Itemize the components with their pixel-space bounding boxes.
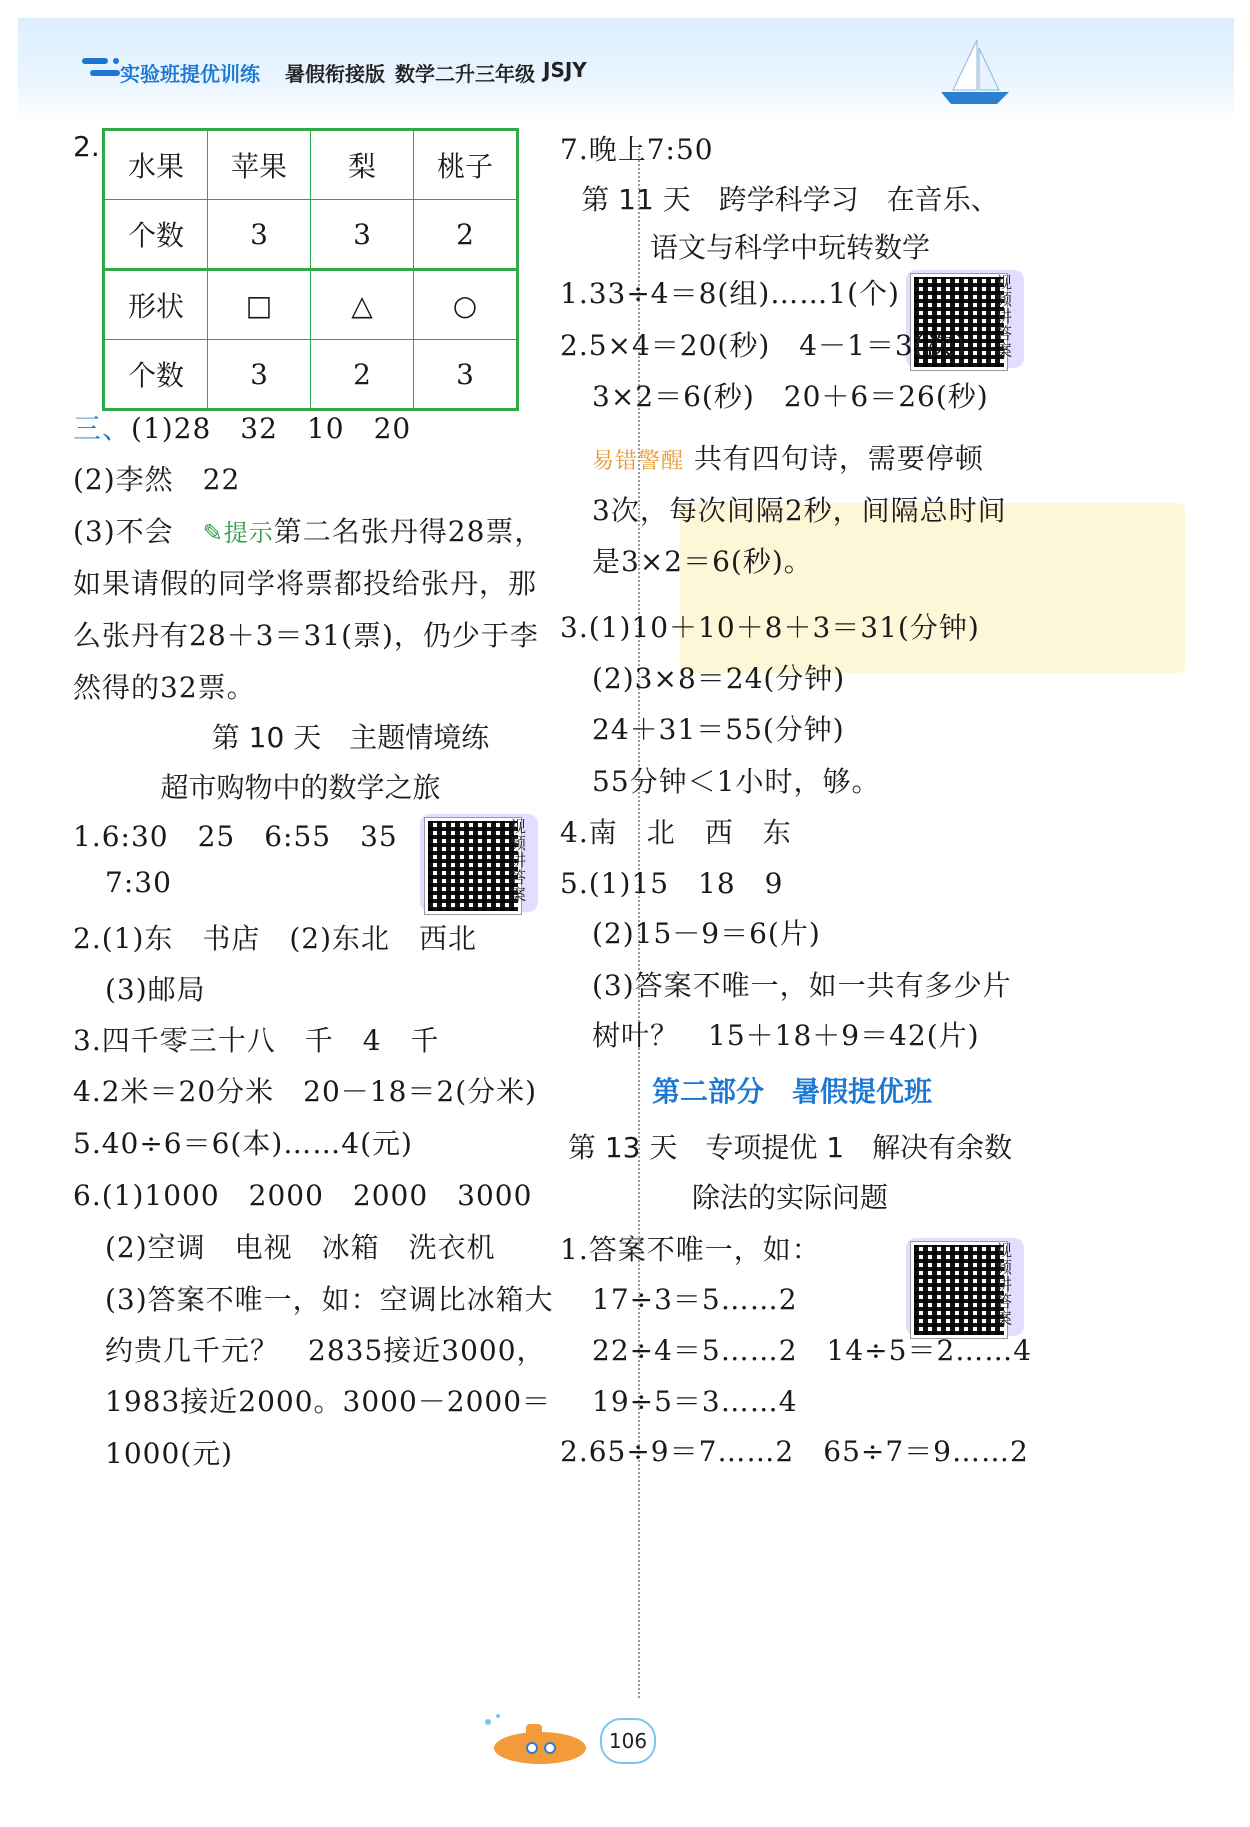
- table-cell: 水果: [104, 130, 208, 200]
- sailboat-icon: [935, 38, 1015, 108]
- s1-line1: 1.答案不唯一，如：: [560, 1233, 821, 1266]
- q1-line2: 7:30: [105, 866, 172, 899]
- subject-label: 数学二升三年级: [395, 62, 535, 86]
- s1-line3: 22÷4＝5……2 14÷5＝2……4: [592, 1334, 1033, 1367]
- r3-line1: 3.(1)10＋10＋8＋3＝31(分钟): [560, 611, 980, 644]
- table-cell: 梨: [311, 130, 414, 200]
- warning-line1: [592, 437, 984, 477]
- q1-line1: 1.6:30 25 6:55 35: [73, 820, 398, 853]
- r3-line4: 55分钟＜1小时，够。: [592, 765, 881, 798]
- q6-line1: 6.(1)1000 2000 2000 3000: [73, 1179, 533, 1212]
- table-cell: 形状: [104, 270, 208, 340]
- qr-code[interactable]: [425, 818, 521, 914]
- table-row: [104, 270, 518, 340]
- q3-line: 3.四千零三十八 千 4 千: [73, 1024, 440, 1057]
- q6-line5: 1983接近2000。3000－2000＝: [105, 1385, 552, 1418]
- hint-label: 提示: [223, 519, 274, 547]
- r2-line2: 3×2＝6(秒) 20＋6＝26(秒): [592, 380, 989, 413]
- table-cell: □: [208, 270, 311, 340]
- day13-subtitle: 除法的实际问题: [691, 1181, 888, 1214]
- table-cell: 个数: [104, 340, 208, 410]
- section3-line4: 如果请假的同学将票都投给张丹，那: [73, 567, 538, 600]
- warning-label: 易错警醒: [592, 449, 685, 474]
- page-number: 106: [600, 1718, 656, 1764]
- section3-line2: (2)李然 22: [73, 463, 241, 496]
- q2-line2: (3)邮局: [105, 973, 206, 1006]
- qr-caption: 视频讲答案: [510, 817, 527, 904]
- q4-line: 4.2米＝20分米 20－18＝2(分米): [73, 1075, 538, 1108]
- q5-line: 5.40÷6＝6(本)……4(元): [73, 1127, 413, 1160]
- q2-label: 2.: [73, 130, 100, 163]
- section3-marker: 三、: [73, 412, 132, 445]
- section3-line3: [73, 510, 543, 550]
- day13-title: 第 13 天 专项提优 1 解决有余数: [567, 1131, 1013, 1164]
- q7-line: 7.晚上7:50: [560, 133, 714, 166]
- section3-line1: [73, 407, 411, 447]
- table-cell: 个数: [104, 200, 208, 270]
- table-cell: 3: [208, 340, 311, 410]
- day10-subtitle: 超市购物中的数学之旅: [160, 771, 441, 804]
- series-title: 实验班提优训练: [120, 62, 260, 86]
- day11-title: 第 11 天 跨学科学习 在音乐、: [581, 183, 999, 216]
- shape-table: [102, 268, 519, 411]
- table-row: [104, 130, 518, 200]
- section3-line6: 然得的32票。: [73, 671, 256, 704]
- r5-line1: 5.(1)15 18 9: [560, 867, 784, 900]
- q6-line3: (3)答案不唯一，如：空调比冰箱大: [105, 1283, 554, 1316]
- answer-text: 第二名张丹得28票，: [273, 515, 544, 548]
- r1-line: 1.33÷4＝8(组)……1(个): [560, 277, 900, 310]
- section3-line5: 么张丹有28＋3＝31(票)，仍少于李: [73, 619, 539, 652]
- answer-text: (3)不会: [73, 515, 203, 548]
- code-label: JSJY: [543, 58, 587, 82]
- qr-caption: 视频讲答案: [996, 273, 1013, 360]
- hint-icon: ✎: [202, 519, 224, 547]
- answer-text: 共有四句诗，需要停顿: [693, 442, 984, 475]
- table-cell: 3: [208, 200, 311, 270]
- day10-title: 第 10 天 主题情境练: [211, 721, 490, 754]
- table-cell: 3: [311, 200, 414, 270]
- q6-line6: 1000(元): [105, 1437, 234, 1470]
- r3-line3: 24＋31＝55(分钟): [592, 713, 845, 746]
- s1-line4: 19÷5＝3……4: [592, 1385, 798, 1418]
- q2-line1: 2.(1)东 书店 (2)东北 西北: [73, 922, 478, 955]
- table-cell: △: [311, 270, 414, 340]
- r4-line: 4.南 北 西 东: [560, 816, 792, 849]
- r5-line3: (3)答案不唯一，如一共有多少片: [592, 969, 1012, 1002]
- qr-code[interactable]: [911, 1242, 1007, 1338]
- r2-line1: 2.5×4＝20(秒) 4－1＝3(次): [560, 329, 967, 362]
- qr-caption: 视频讲答案: [996, 1241, 1013, 1328]
- warning-line2: 3次，每次间隔2秒，间隔总时间: [592, 494, 1007, 527]
- table-cell: 2: [414, 200, 518, 270]
- table-cell: 2: [311, 340, 414, 410]
- table-row: [104, 340, 518, 410]
- s1-line2: 17÷3＝5……2: [592, 1283, 798, 1316]
- q6-line4: 约贵几千元？ 2835接近3000，: [105, 1334, 546, 1367]
- answer-text: (1)28 32 10 20: [131, 412, 412, 445]
- r5-line4: 树叶？ 15＋18＋9＝42(片): [592, 1019, 980, 1052]
- fruit-table: [102, 128, 519, 271]
- table-cell: 苹果: [208, 130, 311, 200]
- edition-label: 暑假衔接版: [285, 62, 385, 86]
- table-cell: ○: [414, 270, 518, 340]
- r3-line2: (2)3×8＝24(分钟): [592, 662, 846, 695]
- s2-line: 2.65÷9＝7……2 65÷7＝9……2: [560, 1435, 1029, 1468]
- part2-heading: 第二部分 暑假提优班: [652, 1075, 933, 1108]
- warning-line3: 是3×2＝6(秒)。: [592, 545, 813, 578]
- table-row: [104, 200, 518, 270]
- day11-subtitle: 语文与科学中玩转数学: [649, 231, 930, 264]
- q6-line2: (2)空调 电视 冰箱 洗衣机: [105, 1231, 496, 1264]
- table-cell: 3: [414, 340, 518, 410]
- logo-icon: [82, 56, 122, 80]
- submarine-icon: [470, 1712, 600, 1772]
- table-cell: 桃子: [414, 130, 518, 200]
- r5-line2: (2)15－9＝6(片): [592, 917, 821, 950]
